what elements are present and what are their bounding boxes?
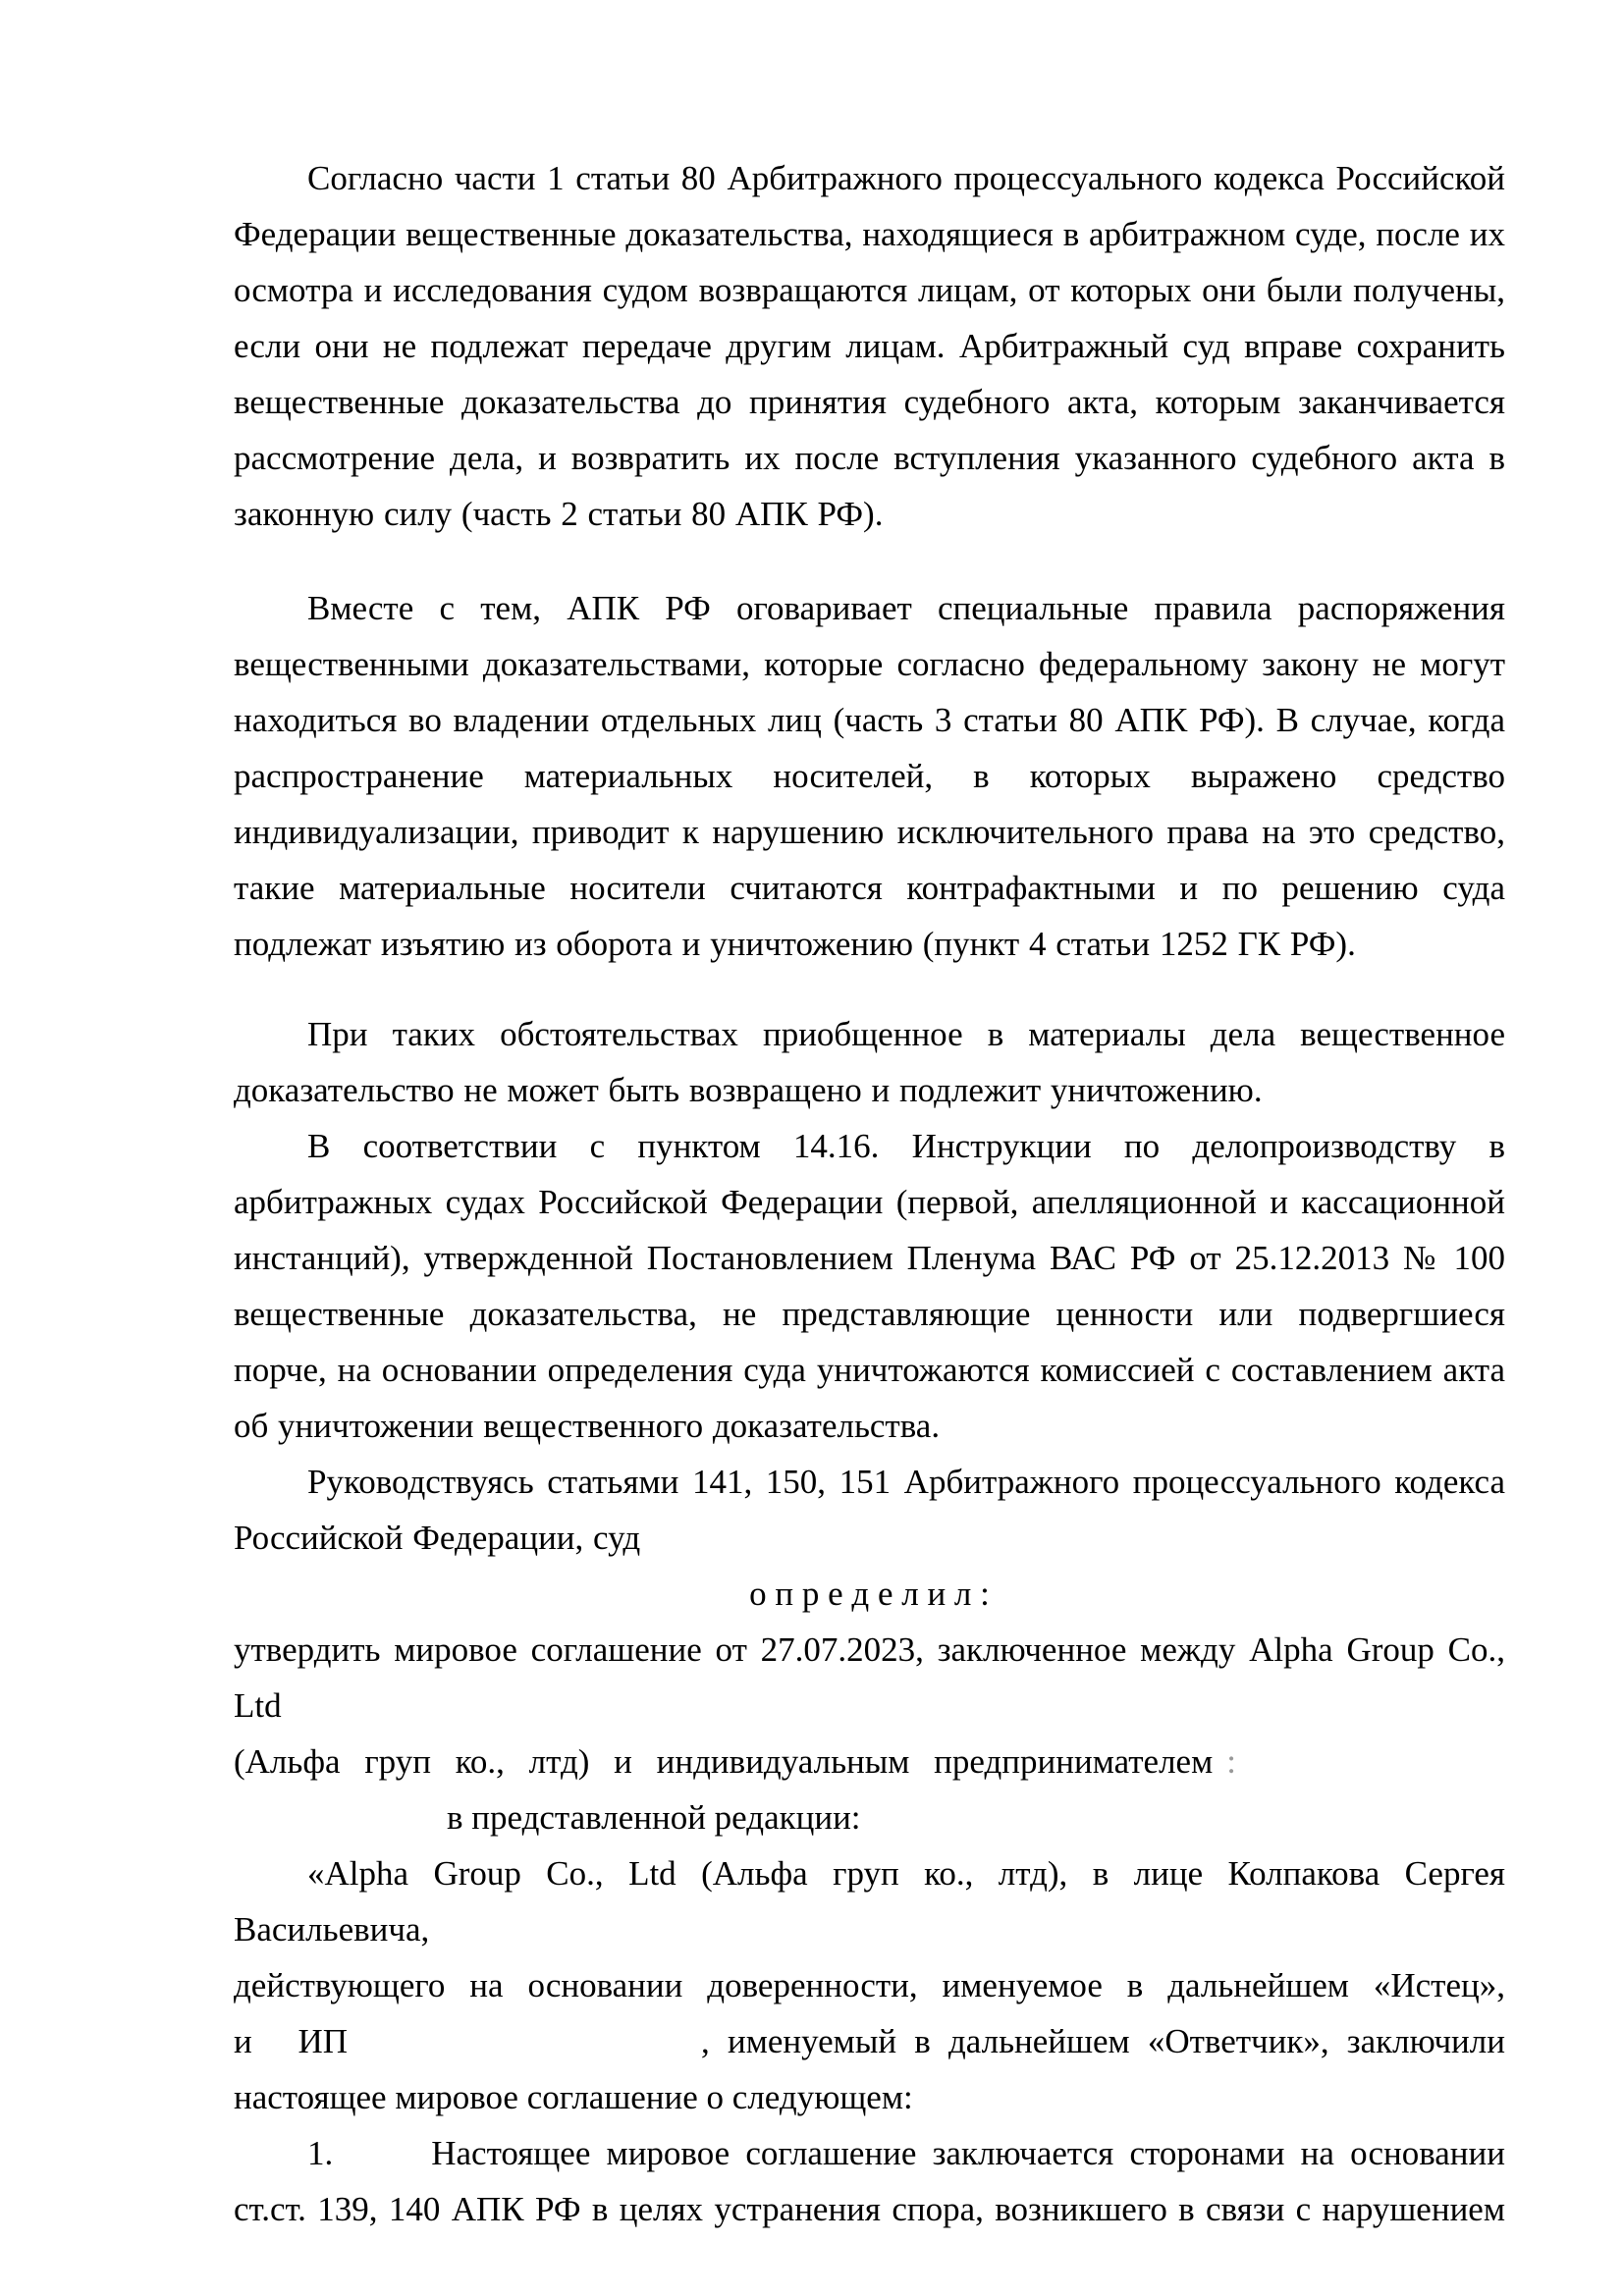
paragraph-instruction-14-16: В соответствии с пунктом 14.16. Инструкции по делопроизводству в арбитражных судах Российской Федерации (первой, апелляционной и кассационной инстанций), утвержденной Постановлением Пленума ВАС РФ от 25.12.2013 № 100 вещественные доказательства, не представляющие ценности или подвергшиеся порче, на основании определения суда уничтожаются комиссией с составлением акта об уничтожении вещественного доказательства.: [234, 1127, 1505, 1445]
redaction-remnant-mark: :: [1226, 1742, 1236, 1781]
paragraph-approve-settlement: [234, 1622, 1505, 1845]
preamble-line-3: [234, 2013, 1505, 2069]
approve-settlement-line-3: в представленной редакции:: [447, 1798, 861, 1837]
approve-settlement-line-2: [234, 1734, 1505, 1789]
preamble-line-1: «Alpha Group Co., Ltd (Альфа груп ко., лтд), в лице Колпакова Сергея Васильевича,: [234, 1854, 1505, 1949]
clause-1-line-1: [234, 2125, 1505, 2181]
preamble-line-2: действующего на основании доверенности, именуемое в дальнейшем «Истец»,: [234, 1966, 1505, 2004]
paragraph-guided-by-articles: Руководствуясь статьями 141, 150, 151 Арбитражного процессуального кодекса Российской Федерации, суд: [234, 1463, 1505, 1557]
approve-settlement-line-2-text: (Альфа груп ко., лтд) и индивидуальным предпринимателем: [234, 1742, 1214, 1781]
paragraph-settlement-preamble: [234, 1845, 1505, 2125]
paragraph-apc-special-rules: Вместе с тем, АПК РФ оговаривает специальные правила распоряжения вещественными доказательствами, которые согласно федеральному закону не могут находиться во владении отдельных лиц (часть 3 статьи 80 АПК РФ). В случае, когда распространение материальных носителей, в которых выражено средство индивидуализации, приводит к нарушению исключительного права на это средство, такие материальные носители считаются контрафактными и по решению суда подлежат изъятию из оборота и уничтожению (пункт 4 статьи 1252 ГК РФ).: [234, 589, 1505, 963]
approve-settlement-line-1: утвердить мировое соглашение от 27.07.2023, заключенное между Alpha Group Co., Ltd: [234, 1630, 1505, 1725]
preamble-line-3-left: и ИП: [234, 2022, 349, 2060]
redacted-name-gap: [348, 2013, 701, 2069]
ruling-keyword: о п р е д е л и л :: [749, 1575, 990, 1613]
clause-1-line-1-text: Настоящее мировое соглашение заключается сторонами на основании: [431, 2134, 1505, 2172]
clause-1-line-2: ст.ст. 139, 140 АПК РФ в целях устранения спора, возникшего в связи с нарушением: [234, 2190, 1505, 2228]
paragraph-destruction-conclusion: При таких обстоятельствах приобщенное в материалы дела вещественное доказательство не может быть возвращено и подлежит уничтожению.: [234, 1015, 1505, 1109]
paragraph-apc-article-80: Согласно части 1 статьи 80 Арбитражного процессуального кодекса Российской Федерации вещественные доказательства, находящиеся в арбитражном суде, после их осмотра и исследования судом возвращаются лицам, от которых они были получены, если они не подлежат передаче другим лицам. Арбитражный суд вправе сохранить вещественные доказательства до принятия судебного акта, которым заканчивается рассмотрение дела, и возвратить их после вступления указанного судебного акта в законную силу (часть 2 статьи 80 АПК РФ).: [234, 159, 1505, 533]
preamble-line-4: настоящее мировое соглашение о следующем:: [234, 2078, 913, 2116]
clause-1-number: 1.: [307, 2134, 334, 2172]
paragraph-settlement-clause-1: [234, 2125, 1505, 2237]
preamble-line-3-right: , именуемый в дальнейшем «Ответчик», заключили: [701, 2022, 1505, 2060]
